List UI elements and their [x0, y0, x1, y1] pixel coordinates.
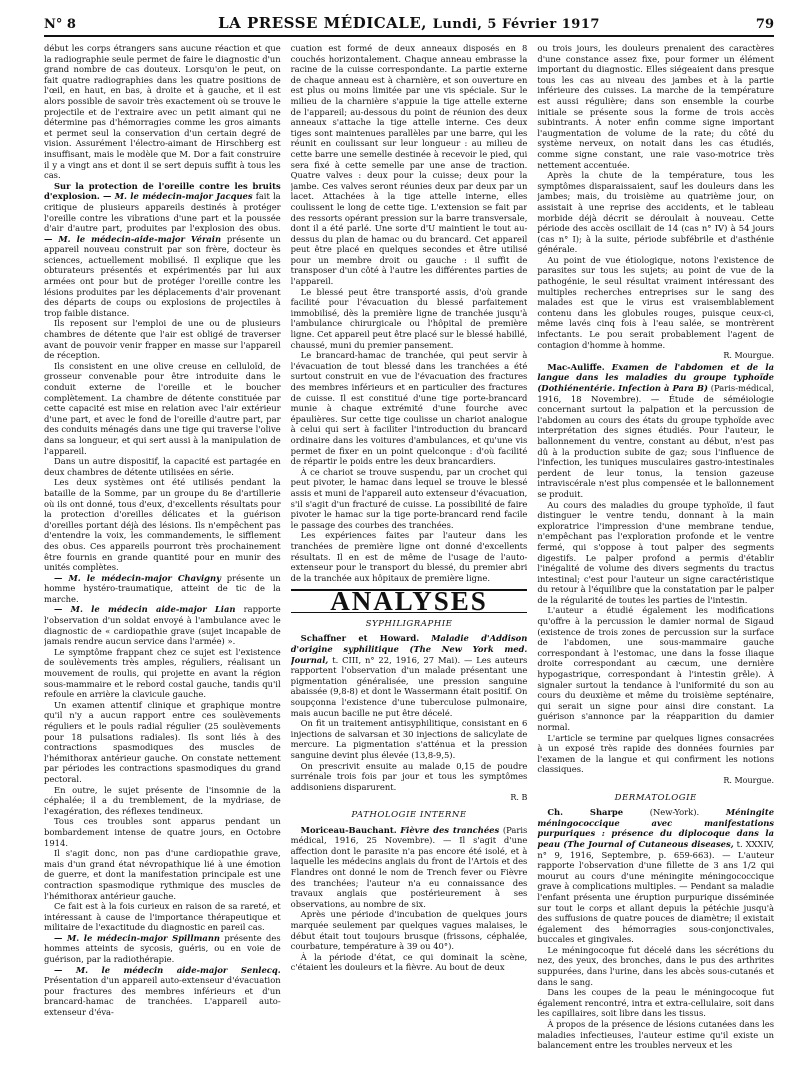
paragraph: Le symptôme frappant chez ce sujet est l'existence de soulèvements très amples, réguliers, réalisant un mouvement de roulis, qui projette en avant la région sous-mammaire et le rebord costal gauche, tandis qu'il refoule en arrière la clavicule gauche. [44, 646, 281, 700]
paragraph-text: présente un appareil nouveau construit par son frère, docteur ès sciences, actuellement mobilisé. Il explique que les obturateurs présentés et expérimentés par lui aux armées ont pour but de protéger l'oreille contre les lésions produites par les déplacements d'air provenant des départs de coups ou explosions de projectiles à trop faible distance. [44, 233, 281, 318]
journal-masthead [114, 14, 704, 32]
author-name: — M. le médecin-major Chavigny [54, 572, 221, 583]
paragraph: En outre, le sujet présente de l'insomnie de la céphalée; il a du tremblement, de la mydriase, de l'exagération, des réflexes tendineux. [44, 784, 281, 816]
paragraph: ou trois jours, les douleurs prenaient des caractères d'une constance assez fixe, pour former un élément important du diagnostic. Elles siégeaient dans presque tous les cas au niveau des jambes et à la partie inférieure des cuisses. La marche de la température est aussi régulière; dans son ensemble la courbe initiale se présente sous la forme de trois accès subintrants. À noter enfin comme signe important l'augmentation de volume de la rate; du côté du système nerveux, on notait dans les cas étudiés, comme signe constant, une raie vaso-motrice très nettement accentuée. [537, 43, 774, 170]
paragraph: L'article se termine par quelques lignes consacrées à un exposé très rapide des données fournies par l'examen de la langue et qui confirment les notions classiques. [537, 732, 774, 775]
paragraph: Il s'agit donc, non pas d'une cardiopathie grave, mais d'un grand état névropathique lié à une émotion de guerre, et dont la manifestation principale est une contraction spasmodique rythmique des muscles de l'hémithorax antérieur gauche. [44, 848, 281, 901]
signature: R. Mourgue. [723, 351, 774, 361]
analyses-heading: ANALYSES [291, 589, 528, 613]
paragraph: Après la chute de la température, tous les symptômes disparaissaient, sauf les douleurs dans les jambes; mais, du troisième au quatrième jour, on assistait à une reprise des accidents, et le tableau morbide déjà décrit se déroulait à nouveau. Cette période des accès oscillait de 14 (cas n° IV) à 54 jours (cas n° I); à la suite, période subfébrile et d'asthénie générale. [537, 170, 774, 255]
paragraph: Après une période d'incubation de quelques jours marquée seulement par quelques vagues malaises, le début était tout toujours brusque (frissons, céphalée, courbature, température à 39 ou 40°). [290, 909, 528, 952]
article-title: Examen de l'abdomen et de la langue dans les maladies du groupe typhoïde (Dothiénentérie. Infection à Para B) [537, 361, 774, 393]
abstract-paragraph [291, 825, 528, 910]
article-title: Fièvre des tranchées [400, 824, 500, 835]
paragraph-text: présente un homme hystéro-traumatique, atteint de tic de la marche. [44, 572, 281, 604]
paragraph-text: (Paris-médical, 1916, 18 Novembre). — Étude de séméiologie concernant surtout la palpation et la percussion de l'abdomen au cours des états du groupe typhoïde avec interprétation des signes étudiés. Pour l'auteur, le ballonnement du ventre, constant au début, n'est pas dû à la production subite de gaz; sous l'influence de l'infection, les tuniques musculaires gastro-intestinales perdent de leur tonus, la tension gazeuse intraviscérale n'est plus compensée et le ballonnement se produit. [537, 383, 774, 499]
paragraph: Au cours des maladies du groupe typhoïde, il faut distinguer le ventre tendu, donnant à la main exploratrice l'impression d'une membrane tendue, n'empêchant pas l'exploration profonde et le ventre fermé, qui s'oppose à tout palper des segments digestifs. Le palper profond a permis d'établir l'inégalité de volume des divers segments du tractus intestinal; c'est pour l'auteur un signe caractéristique du retour à l'équilibre que la constatation par le palper de la régularité de toutes les parties de l'intestin. [537, 499, 774, 605]
paragraph: Dans un autre dispositif, la capacité est partagée en deux chambres de détente utilisées en série. [44, 456, 281, 477]
paragraph: Ils reposent sur l'emploi de une ou de plusieurs chambres de détente que l'air est obligé de traverser avant de pouvoir venir frapper en masse sur l'appareil de réception. [44, 318, 281, 361]
paragraph: Tous ces troubles sont apparus pendant un bombardement intense de quatre jours, en Octobre 1914. [44, 816, 281, 848]
paragraph: À propos de la présence de lésions cutanées dans les maladies infectieuses, l'auteur estime qu'il existe un balancement entre les troubles nerveux et les [537, 1019, 774, 1051]
column-1 [44, 43, 281, 1073]
paragraph: Les expériences faites par l'auteur dans les tranchées de première ligne ont donné d'excellents résultats. Il en est de même de l'usage de l'auto-extenseur pour le transport du blessé, du premier abri de la tranchée aux hôpitaux de première ligne. [290, 530, 528, 583]
paragraph-text: t. XXXIV, n° 9, 1916, Septembre, p. 659-663). — L'auteur rapporte l'observation d'une fillette de 3 ans 1/2 qui mourut au cours d'une méningite méningococcique grave à complications multiples. — Pendant sa maladie l'enfant présenta une éruption purpurique disséminée sur tout le corps et allant depuis la pétéchie jusqu'à des suffusions de quatre pouces de diamètre; il existait également des hémorragies sous-conjonctivales, buccales et gingivales. [537, 838, 774, 945]
paragraph-text: (Paris médical, 1916, 25 Novembre). — Il s'agit d'une affection dont le parasite n'a pas encore été isolé, et à laquelle les médecins anglais du front de l'Artois et des Flandres ont donné le nom de Trench fever ou Fièvre des tranchées; l'auteur n'a eu connaissance des travaux anglais que postérieurement à ses observations, au nombre de six. [290, 824, 528, 909]
section-paragraph [44, 181, 281, 319]
paragraph-text: Présentation d'un appareil auto-extenseur d'évacuation pour fractures des membres inférieurs et d'un brancard-hamac de tranchées. L'appareil auto-extenseur d'éva- [44, 975, 281, 1018]
column-3 [537, 43, 774, 1073]
paragraph: Le blessé peut être transporté assis, d'où grande facilité pour l'évacuation du blessé parfaitement immobilisé, dès la première ligne de tranchée jusqu'à l'ambulance chirurgicale ou l'hôpital de première ligne. Cet appareil peut être placé sur le blessé habillé, chaussé, muni du premier pansement. [290, 286, 528, 350]
paragraph: À ce chariot se trouve suspendu, par un crochet qui peut pivoter, le hamac dans lequel se trouve le blessé assis et muni de l'appareil auto extenseur d'évacuation, s'il s'agit d'un fracturé de cuisse. La possibilité de faire pivoter le hamac sur la tige porte-brancard rend facile le passage des courbes des tranchées. [290, 466, 528, 530]
paragraph: Ce fait est à la fois curieux en raison de sa rareté, et intéressant à cause de l'importance thérapeutique et militaire de l'exactitude du diagnostic en pareil cas. [44, 901, 281, 933]
author-name: Ch. Sharpe [547, 807, 624, 818]
author-name: — M. le médecin-major Jacques [102, 191, 253, 202]
paragraph-text: rapporte l'observation d'un soldat envoyé à l'ambulance avec le diagnostic de « cardiopathie grave (sujet incapable de jamais rendre aucun service dans l'armée) ». [44, 604, 281, 647]
paragraph: L'auteur a étudié également les modifications qu'offre à la percussion le damier normal de Sigaud (existence de trois zones de percussion sur la surface de l'abdomen, une sous-mammaire gauche correspondant à l'estomac, une dans la fosse iliaque droite correspondant au cæcum, une dernière hypogastrique, correspondant à l'intestin grêle). À signaler surtout la tendance à l'uniformité du son au cours du deuxième et même du troisième septénaire, qui serait un signe pour ainsi dire constant. La guérison s'annonce par la réapparition du damier normal. [537, 605, 774, 732]
page-header [44, 14, 774, 37]
page-number-right: 79 [755, 17, 774, 32]
section-title: Sur la protection de l'oreille contre les bruits d'explosion. [44, 180, 281, 202]
paragraph: Dans les coupes de la peau le méningocoque fut également rencontré, intra et extra-cellulaire, soit dans les capillaires, soit libre dans les tissus. [537, 987, 774, 1019]
page-number-left: N° 8 [44, 17, 76, 32]
paragraph: On prescrivit ensuite au malade 0,15 de poudre surrénale trois fois par jour et tous les symptômes addisoniens disparurent. [290, 760, 528, 792]
paragraph: Le brancard-hamac de tranchée, qui peut servir à l'évacuation de tout blessé dans les tranchées a été surtout construit en vue de l'évacuation des fractures des membres inférieurs et en particulier des fractures de cuisse. Il est constitué d'une tige porte-brancard munie à chaque extrémité d'une fourche avec épaulières. Sur cette tige coulisse un chariot analogue à celui qui sert à faciliter l'introduction du brancard ordinaire dans les voitures d'ambulances, et qu'une vis permet de fixer en un point quelconque : d'où facilité de répartir le poids entre les deux brancardiers. [290, 350, 528, 467]
signature: R. B [510, 793, 528, 803]
section-heading: DERMATOLOGIE [614, 792, 697, 803]
section-paragraph [44, 604, 281, 646]
author-name: Mac-Auliffe. [547, 361, 605, 372]
author-name: Moriceau-Bauchant. [300, 824, 397, 835]
section-paragraph [44, 573, 281, 605]
paragraph-text: présente des hommes atteints de sycosis, guéris, ou en voie de guérison, par la radiothérapie. [44, 932, 281, 965]
author-name: — M. le médecin aide-major Lian [54, 604, 236, 615]
article-title: Méningite méningococcique avec manifestations purpuriques : présence du diplocoque dans la peau (The Journal of Cutaneous diseases, [537, 807, 774, 849]
paragraph: À la période d'état, ce qui dominait la scène, c'étaient les douleurs et la fièvre. Au bout de deux [290, 951, 528, 973]
article-title: Maladie d'Addison d'origine syphilitique (The New York med. Journal, [290, 633, 528, 665]
paragraph-text: fait la critique de plusieurs appareils destinés à protéger l'oreille contre les vibrations d'une part et la poussée d'air d'autre part, produites par l'explosion des obus. [44, 191, 281, 234]
paragraph: Au point de vue étiologique, notons l'existence de parasites sur tous les sujets; au point de vue de la pathogénie, le seul résultat vraiment intéressant des multiples recherches entreprises sur le sang des malades est que le virus est vraisemblablement contenu dans les globules rouges, puisque ceux-ci, même lavés cinq fois à l'eau salée, se montrèrent infectants. Le pou serait probablement l'agent de contagion d'homme à homme. [537, 254, 774, 350]
abstract-paragraph [537, 807, 774, 945]
abstract-paragraph [537, 362, 774, 500]
paragraph: Ils consistent en une olive creuse en celluloïd, de grosseur convenable pour être introduite dans le conduit externe de l'oreille et le boucher complètement. La chambre de détente constituée par cette capacité est mise en relation avec l'air extérieur d'une part, et avec le fond de l'oreille d'autre part, par des conduits ménagés dans une tige qui traverse l'olive dans sa longueur, et qui sert aussi à la manipulation de l'appareil. [44, 360, 281, 456]
column-2 [291, 43, 528, 1073]
section-heading: PATHOLOGIE INTERNE [351, 809, 467, 820]
journal-title: LA PRESSE MÉDICALE, [218, 14, 428, 32]
section-paragraph [44, 965, 281, 1018]
signature: R. Mourgue. [723, 775, 774, 785]
paragraph: On fit un traitement antisyphilitique, consistant en 6 injections de salvarsan et 30 injections de salicylate de mercure. La pigmentation s'atténua et la pression sanguine devint plus élevée (13,8-9,5). [290, 718, 528, 760]
author-name: — M. le médecin-aide-major Vérain [44, 233, 222, 244]
paragraph-text: t. CIII, n° 22, 1916, 27 Mai). — Les auteurs rapportent l'observation d'un malade présentant une pigmentation généralisée, une pression sanguine abaissée (9,8-8) et dont le Wassermann était positif. On soupçonna l'existence d'une tuberculose pulmonaire, mais aucun bacille ne put être décelé. [290, 654, 528, 718]
paragraph: Le méningocoque fut décelé dans les sécrétions du nez, des yeux, des bronches, dans le pus des arthrites suppurées, dans l'urine, dans les abcès sous-cutanés et dans le sang. [537, 944, 774, 987]
author-name: — M. le médecin-major Spillmann [54, 932, 221, 943]
text-columns [44, 43, 774, 1073]
paragraph: début les corps étrangers sans aucune réaction et que la radiographie seule permet de faire le diagnostic d'un grand nombre de cas douteux. Lorsqu'on le peut, on fait quatre radiographies dans les quatre positions de l'œil, en haut, en bas, à droite et à gauche, et il est alors possible de savoir très exactement où se trouve le projectile et de l'extraire avec un petit aimant qui ne détermine pas d'hémorragies comme les gros aimants et permet seul la conservation d'un certain degré de vision. Assurément l'électro-aimant de Hirschberg est insuffisant, mais le modèle que M. Dor a fait construire il y a vingt ans et dont il se sert depuis suffit à tous les cas. [44, 43, 281, 181]
abstract-paragraph [291, 633, 528, 718]
issue-date: Lundi, 5 Février 1917 [432, 17, 600, 32]
author-name: Schaffner et Howard. [300, 633, 420, 644]
paragraph: Un examen attentif clinique et graphique montre qu'il n'y a aucun rapport entre ces soulèvements réguliers et le pouls radial régulier (25 soulèvements pour 18 pulsations radiales). Ils sont liés à des contractions spasmodiques des muscles de l'hémithorax antérieur gauche. On constate nettement par périodes les contractions spasmodiques du grand pectoral. [44, 699, 281, 784]
section-heading: SYPHILIGRAPHIE [365, 618, 453, 629]
paragraph: cuation est formé de deux anneaux disposés en 8 couchés horizontalement. Chaque anneau embrasse la racine de la cuisse correspondante. La partie externe de chaque anneau est à charnière, et son ouverture en est plus ou moins limitée par une vis spéciale. Sur le milieu de la charnière s'appuie la tige attelle externe de l'appareil; au-dessous du point de réunion des deux anneaux s'attache la tige attelle interne. Ces deux tiges sont maintenues parallèles par une barre, qui les réunit en coulissant sur leur longueur : au milieu de cette barre une semelle destinée à recevoir le pied, qui sera fixé à cette semelle par une anse de traction. Quatre valves : deux pour la cuisse; deux pour la jambe. Ces valves seront réunies deux par deux par un lacet. Attachées à la tige attelle interne, elles coulissent le long de cette tige. L'extension se fait par des ressorts opérant pression sur la barre transversale, dont il a été parlé. Une sorte d'U maintient le tout au-dessus du plan de hamac ou du brancard. Cet appareil peut être placé en quelques secondes et être utilisé pour un membre droit ou gauche : il suffit de transposer d'un côté à l'autre les différentes parties de l'appareil. [290, 43, 528, 287]
author-location: (New-York). [649, 807, 700, 818]
paragraph: Les deux systèmes ont été utilisés pendant la bataille de la Somme, par un groupe du 8e d'artillerie où ils ont donné, tous d'eux, d'excellents résultats pour la protection d'oreilles délicates et la guérison d'oreilles portant déjà des lésions. Ils n'empêchent pas d'entendre la voix, les commandements, le sifflement des obus. Ces appareils pourront très prochainement être fournis en grande quantité pour en munir des unités complètes. [44, 477, 281, 573]
section-paragraph [44, 933, 281, 965]
author-name: — M. le médecin aide-major Senlecq. [54, 964, 281, 975]
